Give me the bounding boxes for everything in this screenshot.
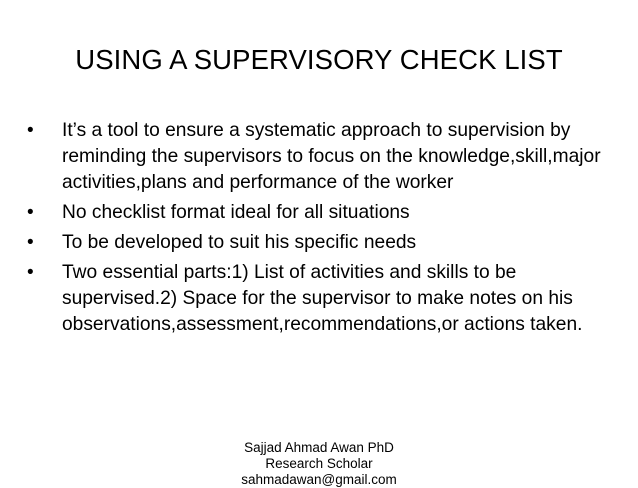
bullet-text: Two essential parts:1) List of activities and skills to be supervised.2) Space for the supervisor to make notes on his observations,assessment,recommendations,or actions taken. (62, 262, 583, 335)
bullet-item (25, 230, 625, 256)
footer (0, 440, 638, 488)
bullet-icon: • (27, 202, 34, 223)
bullet-icon: • (27, 120, 34, 141)
slide-title: USING A SUPERVISORY CHECK LIST (75, 44, 563, 75)
bullet-icon: • (27, 262, 34, 283)
bullet-text: No checklist format ideal for all situations (62, 202, 410, 223)
bullet-text: It’s a tool to ensure a systematic approach to supervision by reminding the supervisors to focus on the knowledge,skill,major activities,plans and performance of the worker (62, 120, 601, 193)
footer-role: Research Scholar (265, 456, 373, 471)
footer-email: sahmadawan@gmail.com (241, 472, 397, 487)
footer-author: Sajjad Ahmad Awan PhD (244, 440, 394, 455)
bullet-icon: • (27, 232, 34, 253)
bullet-item (25, 118, 625, 196)
bullet-list (25, 118, 625, 342)
bullet-item (25, 260, 625, 338)
bullet-text: To be developed to suit his specific needs (62, 232, 417, 253)
bullet-item (25, 200, 625, 226)
